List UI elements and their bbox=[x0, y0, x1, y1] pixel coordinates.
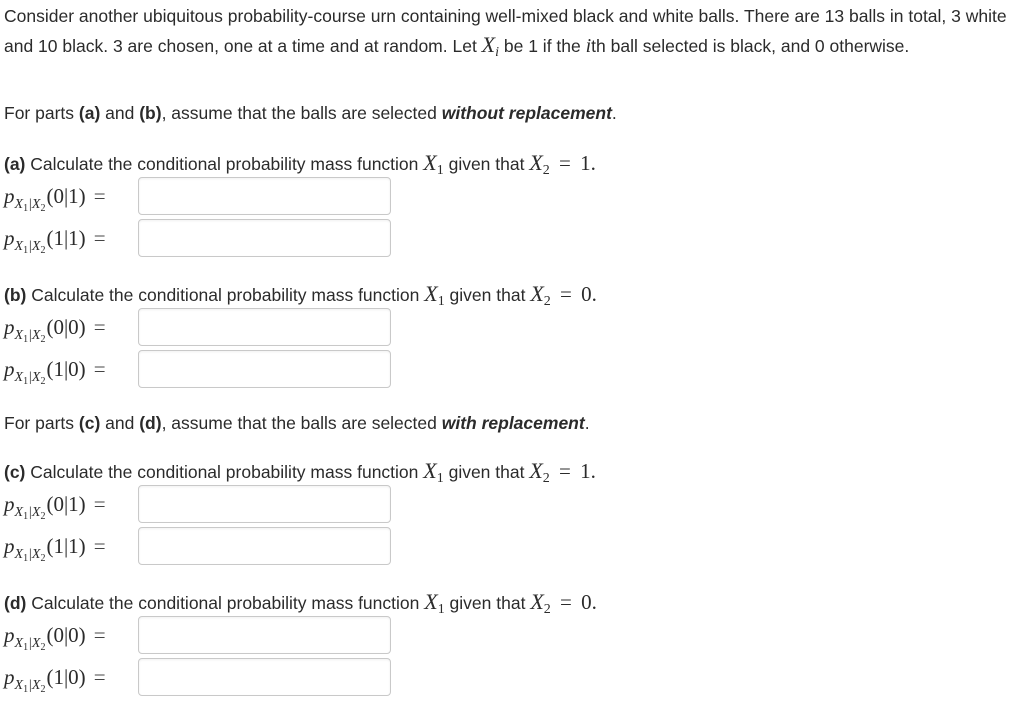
var-x1: X bbox=[423, 458, 437, 483]
sub-2: 2 bbox=[40, 510, 46, 522]
sub-bar: | bbox=[28, 238, 32, 254]
sub-1: 1 bbox=[23, 683, 29, 695]
pmf-subscript bbox=[15, 328, 46, 344]
equals-sign: = bbox=[553, 459, 577, 483]
part-b-text: Calculate the conditional probability mass function bbox=[26, 285, 425, 305]
equals-sign: = bbox=[93, 664, 106, 689]
part-c-label: (c) bbox=[4, 462, 26, 482]
answer-input-c2[interactable] bbox=[138, 527, 391, 565]
sub-2: 2 bbox=[542, 471, 550, 486]
period: . bbox=[591, 282, 597, 306]
pmf-row bbox=[4, 484, 391, 524]
period: . bbox=[590, 151, 596, 175]
part-a-label: (a) bbox=[4, 154, 26, 174]
sub-x2: X bbox=[31, 196, 41, 212]
part-c-given: given that bbox=[443, 462, 530, 482]
section-cd-instructions bbox=[4, 413, 590, 434]
part-d-text: Calculate the conditional probability mass function bbox=[26, 593, 425, 613]
label-b-ref: (b) bbox=[139, 103, 162, 123]
pmf-row bbox=[4, 307, 391, 347]
sub-1: 1 bbox=[437, 602, 445, 617]
period: . bbox=[590, 459, 596, 483]
var-x2: X bbox=[530, 281, 544, 306]
pmf-row bbox=[4, 526, 391, 566]
sub-x1: X bbox=[14, 546, 24, 562]
period: . bbox=[591, 590, 597, 614]
sub-x2: X bbox=[31, 677, 41, 693]
var-x2: X bbox=[530, 589, 544, 614]
equals-sign: = bbox=[93, 356, 106, 381]
section-cd-end: . bbox=[584, 413, 590, 433]
answer-input-a2[interactable] bbox=[138, 219, 391, 257]
section-cd-mid: , assume that the balls are selected bbox=[161, 413, 442, 433]
sub-2: 2 bbox=[40, 552, 46, 564]
sub-2: 2 bbox=[40, 202, 46, 214]
section-cd-and: and bbox=[100, 413, 140, 433]
equals-sign: = bbox=[553, 151, 577, 175]
pmf-expression bbox=[4, 314, 138, 345]
equals-sign: = bbox=[93, 491, 106, 516]
sub-x1: X bbox=[14, 504, 24, 520]
pmf-expression bbox=[4, 183, 138, 214]
without-replacement-emph: without replacement bbox=[441, 103, 612, 123]
equals-sign: = bbox=[93, 622, 106, 647]
sub-bar: | bbox=[28, 327, 32, 343]
equals-sign: = bbox=[554, 590, 578, 614]
sub-x2: X bbox=[31, 546, 41, 562]
pmf-subscript bbox=[15, 547, 46, 563]
sub-x1: X bbox=[14, 327, 24, 343]
section-ab-end: . bbox=[611, 103, 617, 123]
pmf-subscript bbox=[15, 370, 46, 386]
section-ab-mid: , assume that the balls are selected bbox=[161, 103, 442, 123]
var-x1: X bbox=[424, 589, 438, 614]
sub-2: 2 bbox=[40, 333, 46, 345]
sub-x1: X bbox=[14, 677, 24, 693]
part-a-text: Calculate the conditional probability mass function bbox=[25, 154, 424, 174]
var-x1: X bbox=[423, 150, 437, 175]
sub-2: 2 bbox=[543, 602, 551, 617]
pmf-expression bbox=[4, 225, 138, 256]
pmf-symbol: p bbox=[4, 314, 15, 339]
label-a-ref: (a) bbox=[78, 103, 101, 123]
var-i: i bbox=[585, 34, 592, 57]
part-b-label: (b) bbox=[4, 285, 27, 305]
section-cd-pre: For parts bbox=[4, 413, 79, 433]
pmf-arguments: (0|0) bbox=[46, 622, 86, 647]
equals-sign: = bbox=[93, 314, 106, 339]
pmf-expression bbox=[4, 491, 138, 522]
var-x1: X bbox=[424, 281, 438, 306]
var-x: X bbox=[481, 31, 496, 57]
sub-2: 2 bbox=[40, 641, 46, 653]
sub-1: 1 bbox=[23, 244, 29, 256]
pmf-row bbox=[4, 176, 391, 216]
sub-x2: X bbox=[31, 238, 41, 254]
label-d-ref: (d) bbox=[139, 413, 162, 433]
pmf-symbol: p bbox=[4, 664, 15, 689]
pmf-arguments: (1|1) bbox=[46, 533, 86, 558]
sub-x2: X bbox=[31, 504, 41, 520]
sub-2: 2 bbox=[542, 163, 550, 178]
sub-1: 1 bbox=[23, 641, 29, 653]
pmf-subscript bbox=[15, 239, 46, 255]
sub-2: 2 bbox=[40, 683, 46, 695]
pmf-subscript bbox=[15, 197, 46, 213]
part-a-given: given that bbox=[443, 154, 530, 174]
sub-1: 1 bbox=[436, 471, 444, 486]
pmf-symbol: p bbox=[4, 491, 15, 516]
part-c-text: Calculate the conditional probability mass function bbox=[25, 462, 424, 482]
sub-2: 2 bbox=[40, 375, 46, 387]
sub-x1: X bbox=[14, 238, 24, 254]
part-a-condition-value: 1 bbox=[580, 151, 591, 175]
problem-intro bbox=[4, 2, 1016, 67]
pmf-row bbox=[4, 615, 391, 655]
sub-1: 1 bbox=[23, 333, 29, 345]
equals-sign: = bbox=[93, 533, 106, 558]
intro-text-3: th ball selected is black, and 0 otherwise. bbox=[591, 35, 910, 56]
sub-1: 1 bbox=[23, 552, 29, 564]
sub-1: 1 bbox=[436, 163, 444, 178]
intro-text-1: Consider another ubiquitous probability-course urn containing well-mixed black and white balls. There are 13 balls in total, 3 white and 10 black. 3 are chosen, one at a time and at random. Let bbox=[4, 6, 1007, 56]
pmf-subscript bbox=[15, 505, 46, 521]
pmf-arguments: (0|0) bbox=[46, 314, 86, 339]
sub-1: 1 bbox=[437, 294, 445, 309]
pmf-arguments: (0|1) bbox=[46, 491, 86, 516]
sub-bar: | bbox=[28, 635, 32, 651]
label-c-ref: (c) bbox=[78, 413, 101, 433]
pmf-subscript bbox=[15, 636, 46, 652]
part-b-given: given that bbox=[444, 285, 531, 305]
pmf-expression bbox=[4, 664, 138, 695]
sub-x1: X bbox=[14, 196, 24, 212]
sub-bar: | bbox=[28, 677, 32, 693]
sub-x2: X bbox=[31, 369, 41, 385]
pmf-symbol: p bbox=[4, 533, 15, 558]
var-x2: X bbox=[529, 150, 543, 175]
part-d-heading bbox=[4, 589, 597, 618]
part-d-given: given that bbox=[444, 593, 531, 613]
pmf-row bbox=[4, 218, 391, 258]
pmf-expression bbox=[4, 622, 138, 653]
section-ab-instructions bbox=[4, 103, 617, 124]
answer-input-d1[interactable] bbox=[138, 616, 391, 654]
pmf-arguments: (0|1) bbox=[46, 183, 86, 208]
part-a-heading bbox=[4, 150, 596, 179]
answer-input-b1[interactable] bbox=[138, 308, 391, 346]
part-b-heading bbox=[4, 281, 597, 310]
sub-x1: X bbox=[14, 369, 24, 385]
sub-x2: X bbox=[31, 635, 41, 651]
pmf-expression bbox=[4, 533, 138, 564]
var-x2: X bbox=[529, 458, 543, 483]
pmf-row bbox=[4, 349, 391, 389]
with-replacement-emph: with replacement bbox=[441, 413, 585, 433]
pmf-expression bbox=[4, 356, 138, 387]
var-i-sub: i bbox=[495, 44, 500, 60]
sub-1: 1 bbox=[23, 202, 29, 214]
sub-x1: X bbox=[14, 635, 24, 651]
equals-sign: = bbox=[554, 282, 578, 306]
equals-sign: = bbox=[93, 183, 106, 208]
answer-input-c1[interactable] bbox=[138, 485, 391, 523]
pmf-arguments: (1|1) bbox=[46, 225, 86, 250]
answer-input-a1[interactable] bbox=[138, 177, 391, 215]
part-c-heading bbox=[4, 458, 596, 487]
section-ab-and: and bbox=[100, 103, 140, 123]
answer-input-b2[interactable] bbox=[138, 350, 391, 388]
pmf-symbol: p bbox=[4, 622, 15, 647]
part-d-label: (d) bbox=[4, 593, 27, 613]
pmf-row bbox=[4, 657, 391, 697]
pmf-subscript bbox=[15, 678, 46, 694]
pmf-arguments: (1|0) bbox=[46, 664, 86, 689]
intro-text-2: be 1 if the bbox=[499, 35, 586, 56]
sub-2: 2 bbox=[543, 294, 551, 309]
pmf-symbol: p bbox=[4, 356, 15, 381]
sub-1: 1 bbox=[23, 510, 29, 522]
sub-2: 2 bbox=[40, 244, 46, 256]
sub-bar: | bbox=[28, 196, 32, 212]
pmf-arguments: (1|0) bbox=[46, 356, 86, 381]
sub-bar: | bbox=[28, 369, 32, 385]
sub-x2: X bbox=[31, 327, 41, 343]
answer-input-d2[interactable] bbox=[138, 658, 391, 696]
sub-1: 1 bbox=[23, 375, 29, 387]
part-c-condition-value: 1 bbox=[580, 459, 591, 483]
section-ab-pre: For parts bbox=[4, 103, 79, 123]
pmf-symbol: p bbox=[4, 183, 15, 208]
sub-bar: | bbox=[28, 546, 32, 562]
part-b-condition-value: 0 bbox=[581, 282, 592, 306]
equals-sign: = bbox=[93, 225, 106, 250]
pmf-symbol: p bbox=[4, 225, 15, 250]
sub-bar: | bbox=[28, 504, 32, 520]
part-d-condition-value: 0 bbox=[581, 590, 592, 614]
